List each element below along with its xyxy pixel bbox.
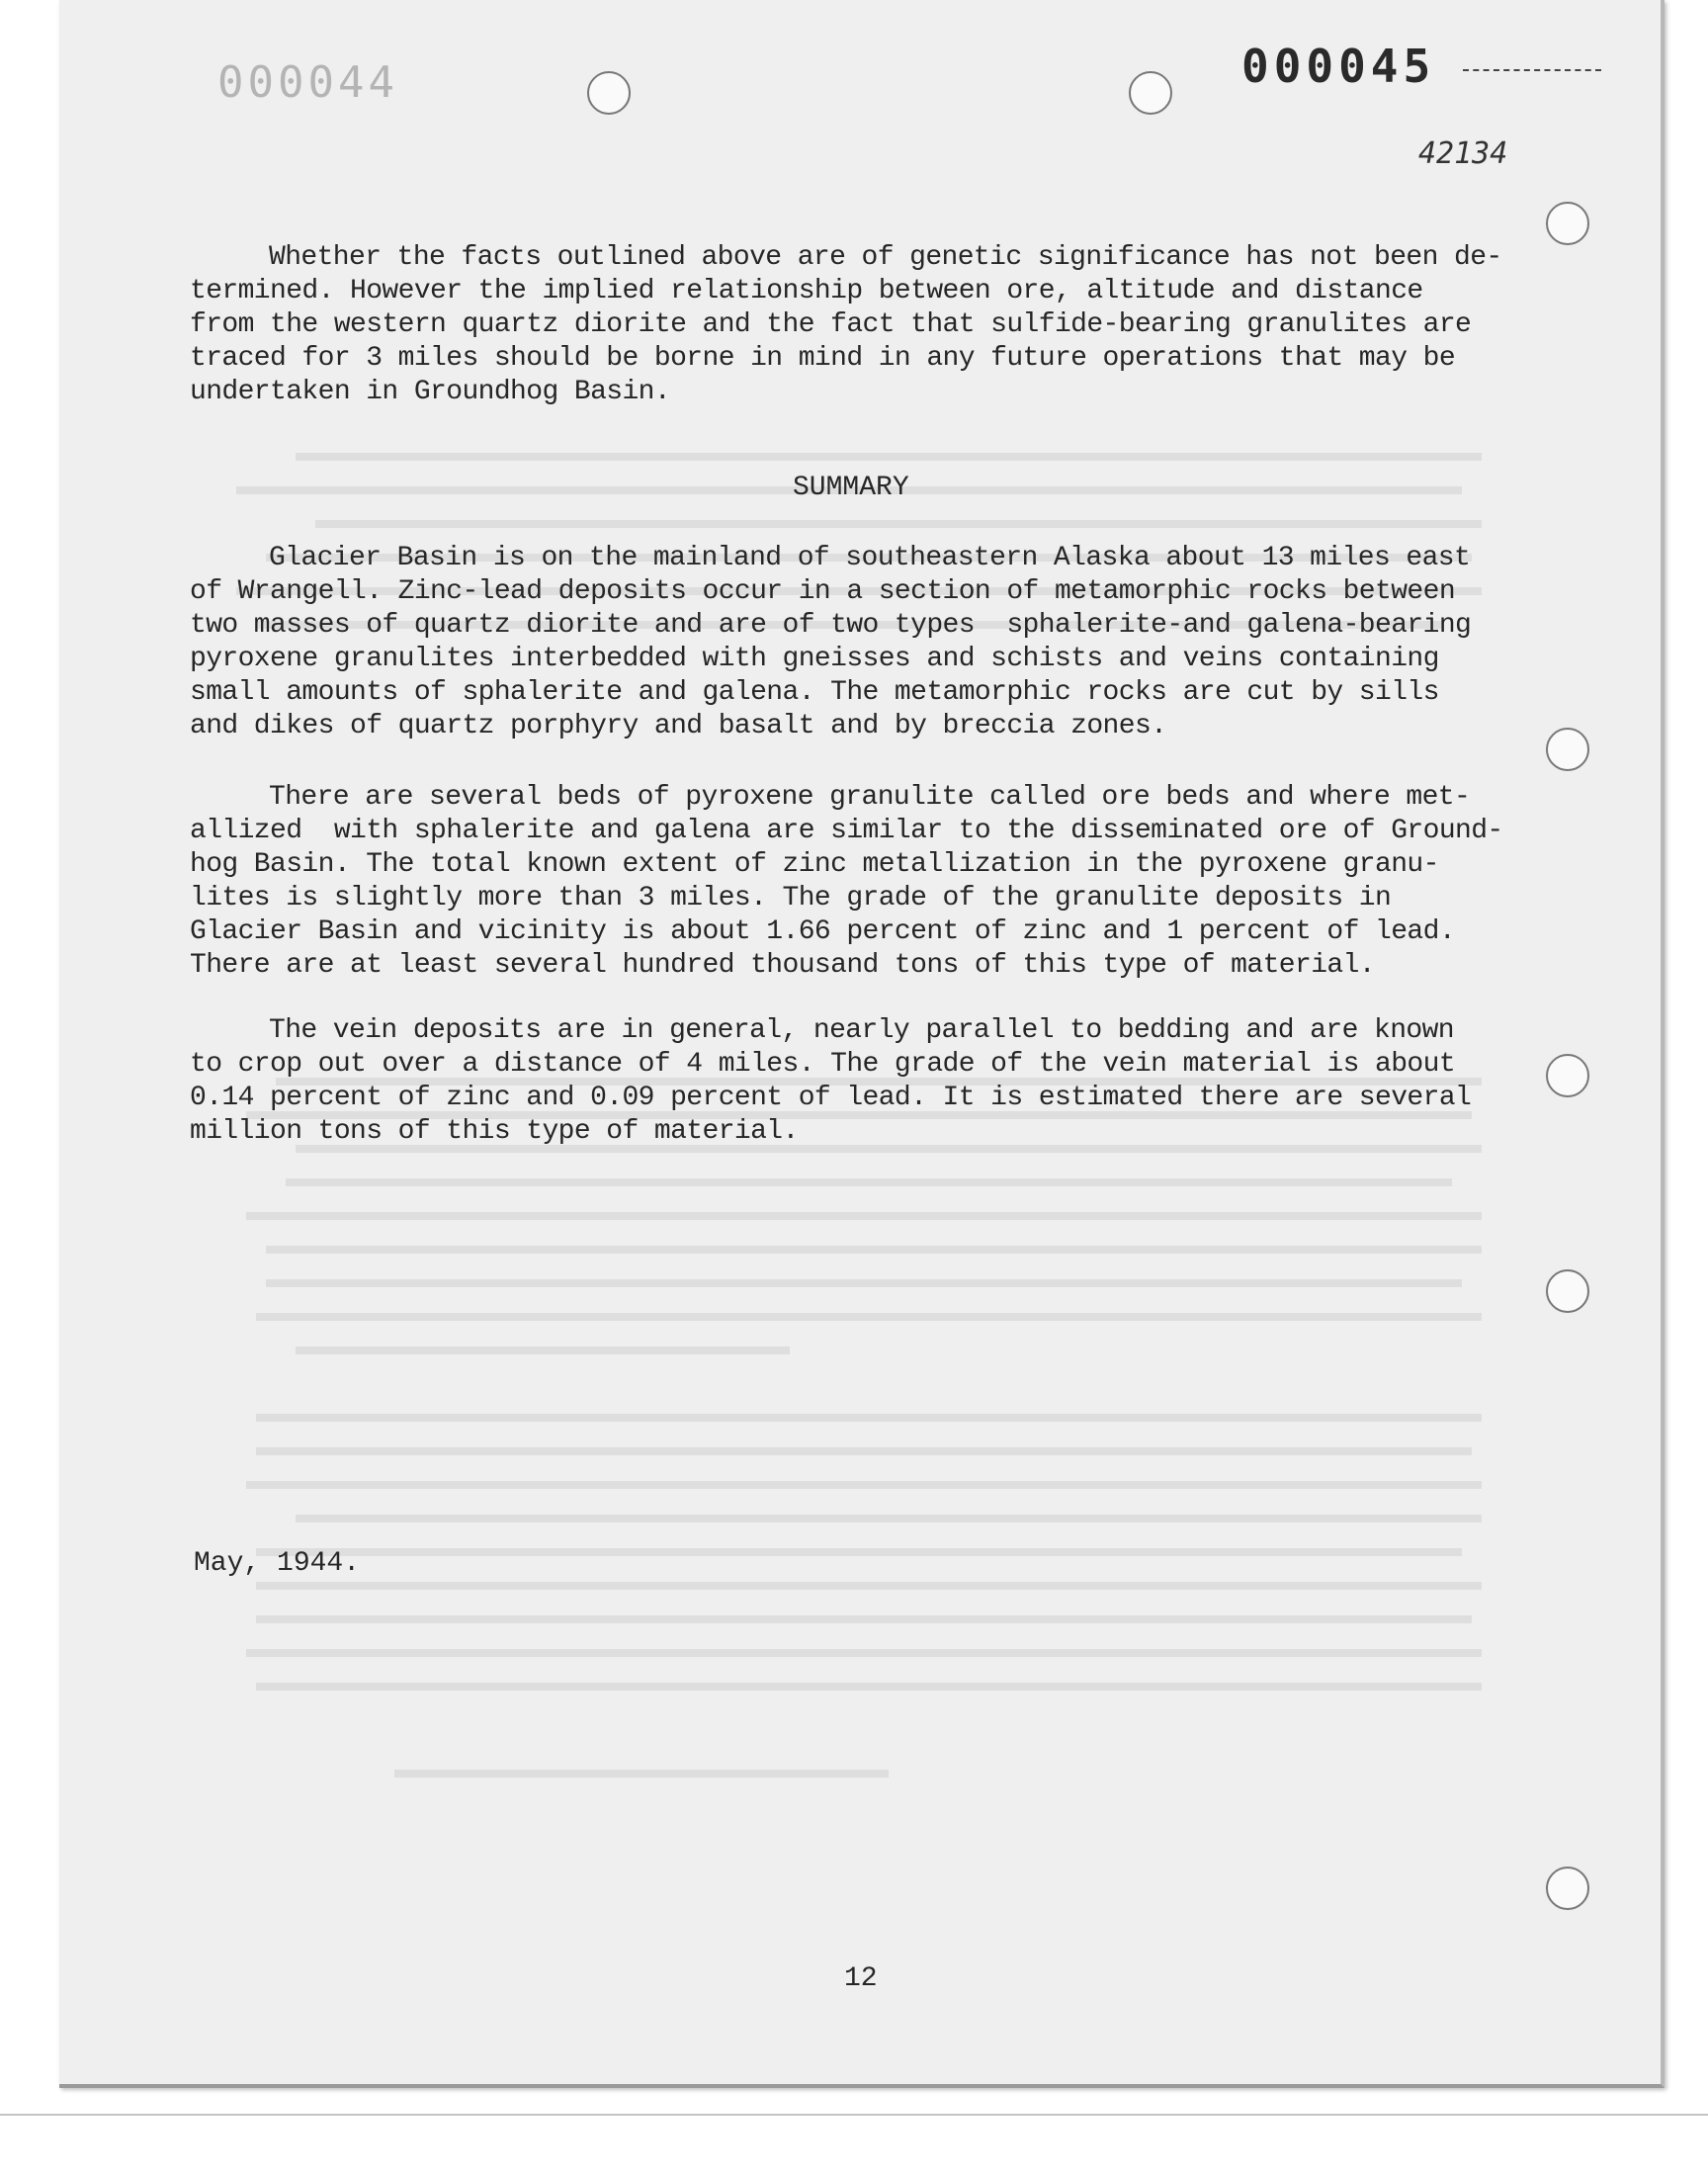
faint-serial-number: 000044 bbox=[217, 57, 398, 108]
binder-hole-top-left bbox=[587, 71, 631, 115]
binder-hole-right-4 bbox=[1546, 1269, 1589, 1313]
text-line: traced for 3 miles should be borne in mind in any future operations that may be bbox=[190, 343, 1456, 374]
text-line: 0.14 percent of zinc and 0.09 percent of lead. It is estimated there are several bbox=[190, 1083, 1472, 1113]
text-line: undertaken in Groundhog Basin. bbox=[190, 377, 671, 407]
text-line: from the western quartz diorite and the fact that sulfide-bearing granulites are bbox=[190, 309, 1472, 340]
serial-number: 000045 bbox=[1241, 40, 1436, 93]
binder-hole-right-5 bbox=[1546, 1867, 1589, 1910]
summary-heading: SUMMARY bbox=[793, 473, 909, 503]
text-line: hog Basin. The total known extent of zinc metallization in the pyroxene granu- bbox=[190, 849, 1439, 880]
binder-hole-right-3 bbox=[1546, 1054, 1589, 1097]
text-line: The vein deposits are in general, nearly parallel to bedding and are known bbox=[269, 1015, 1455, 1046]
text-line: of Wrangell. Zinc-lead deposits occur in a section of metamorphic rocks between bbox=[190, 576, 1456, 607]
paragraph-intro bbox=[190, 241, 1534, 409]
serial-dash-mark bbox=[1463, 69, 1601, 71]
text-line: million tons of this type of material. bbox=[190, 1116, 799, 1147]
text-line: Glacier Basin and vicinity is about 1.66 percent of zinc and 1 percent of lead. bbox=[190, 916, 1456, 947]
text-line: to crop out over a distance of 4 miles. The grade of the vein material is about bbox=[190, 1049, 1456, 1080]
text-line: and dikes of quartz porphyry and basalt and by breccia zones. bbox=[190, 711, 1167, 741]
binder-hole-top-right bbox=[1129, 71, 1172, 115]
text-line: There are several beds of pyroxene granulite called ore beds and where met- bbox=[269, 782, 1471, 813]
text-line: pyroxene granulites interbedded with gneisses and schists and veins containing bbox=[190, 644, 1439, 674]
scan-bottom-edge bbox=[0, 2114, 1708, 2116]
paragraph-summary-2 bbox=[190, 781, 1534, 983]
paragraph-summary-3 bbox=[190, 1014, 1534, 1149]
text-line: two masses of quartz diorite and are of two types sphalerite-and galena-bearing bbox=[190, 610, 1472, 641]
text-line: There are at least several hundred thousand tons of this type of material. bbox=[190, 950, 1376, 981]
text-line: small amounts of sphalerite and galena. The metamorphic rocks are cut by sills bbox=[190, 677, 1439, 708]
text-line: allized with sphalerite and galena are similar to the disseminated ore of Ground- bbox=[190, 816, 1503, 846]
document-date: May, 1944. bbox=[194, 1548, 361, 1579]
page-number: 12 bbox=[844, 1963, 878, 1994]
paragraph-summary-1 bbox=[190, 542, 1534, 743]
text-line: Whether the facts outlined above are of genetic significance has not been de- bbox=[269, 242, 1502, 273]
binder-hole-right-1 bbox=[1546, 202, 1589, 245]
text-line: lites is slightly more than 3 miles. The grade of the granulite deposits in bbox=[190, 883, 1392, 914]
binder-hole-right-2 bbox=[1546, 728, 1589, 771]
text-line: termined. However the implied relationship between ore, altitude and distance bbox=[190, 276, 1423, 306]
document-number: 42134 bbox=[1418, 136, 1508, 171]
text-line: Glacier Basin is on the mainland of southeastern Alaska about 13 miles east bbox=[269, 543, 1471, 573]
